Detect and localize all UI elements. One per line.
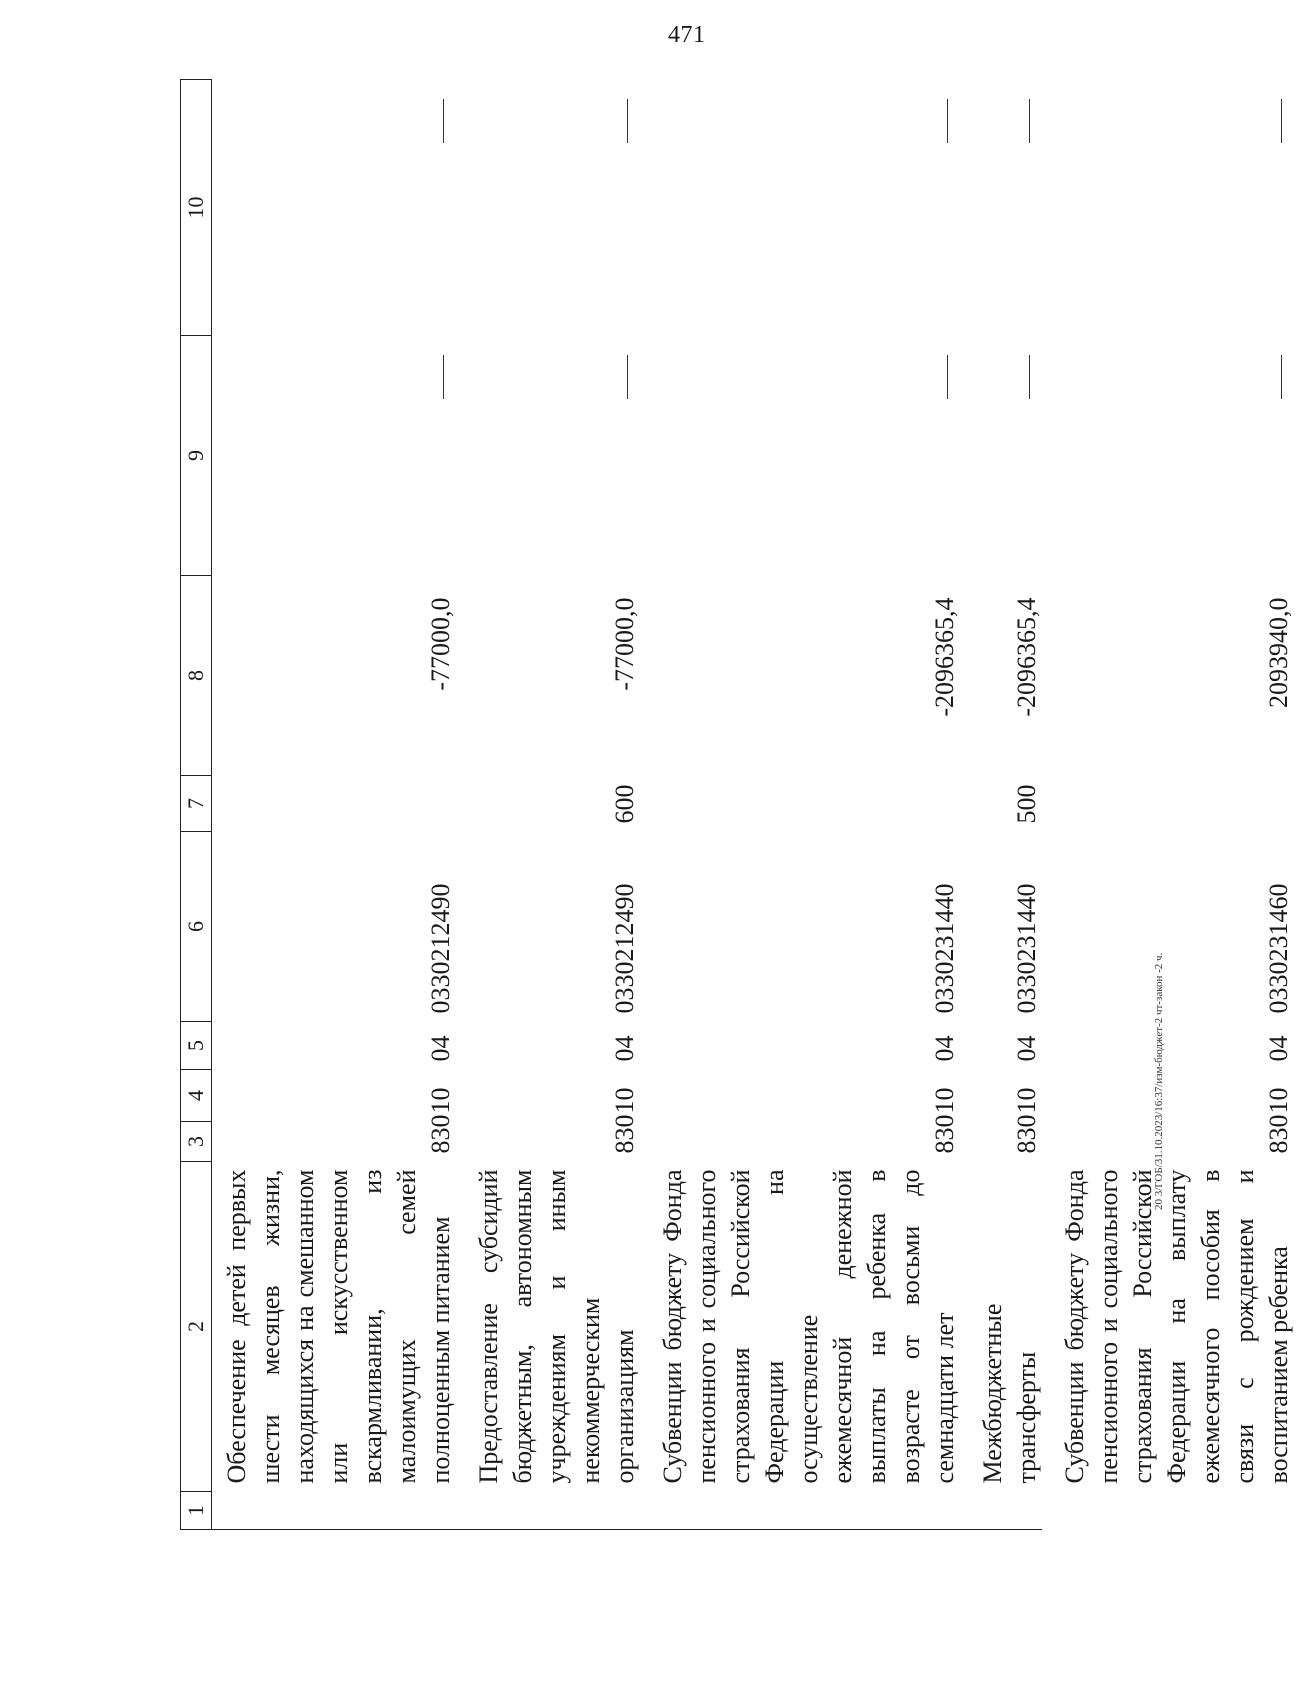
col10-cell [464, 80, 648, 336]
dash-mark [1029, 100, 1030, 144]
expense-name-cell: Обеспечение детей первых шести месяцев жизни, находящихся на смешанном или искусственном вскармливании, из малоимущих семей полноценным питанием [222, 1169, 455, 1484]
amount-cell: -77000,0 [426, 597, 455, 691]
dash-mark [947, 356, 948, 400]
dash-mark [443, 100, 444, 144]
subsection-code-cell: 04 [610, 1035, 639, 1062]
section-code-cell: 10 [930, 1087, 959, 1114]
budget-table [180, 79, 1302, 1530]
row-number-cell [1050, 1492, 1302, 1530]
dash-mark [947, 100, 948, 144]
header-col-6: 6 [181, 832, 212, 1022]
header-col-2: 2 [181, 1162, 212, 1492]
dash-mark [1029, 356, 1030, 400]
row-number-cell [212, 1492, 465, 1530]
header-col-9: 9 [181, 336, 212, 576]
expense-type-cell [648, 776, 968, 832]
table-row [968, 80, 1050, 1530]
col9-cell [648, 336, 968, 576]
col9-cell [464, 336, 648, 576]
col10-cell [1050, 80, 1302, 336]
dash-mark [443, 356, 444, 400]
expense-name-cell: Межбюджетные трансферты [978, 1303, 1041, 1484]
table-header-row [181, 80, 212, 1530]
row-number-cell [648, 1492, 968, 1530]
document-footer-note: 20 3/ГОБ/31.10.2023/16:37/изм-бюджет-2 чт-закон -2 ч. [1153, 952, 1165, 1210]
target-article-cell: 0330212490 [610, 883, 639, 1014]
header-col-3: 3 [181, 1122, 212, 1162]
dash-mark [1281, 356, 1282, 400]
section-code-cell: 10 [1264, 1087, 1293, 1114]
table-left-border [180, 1529, 1042, 1530]
section-code-cell: 10 [610, 1087, 639, 1114]
subsection-code-cell: 04 [1012, 1035, 1041, 1062]
table-row [464, 80, 648, 1530]
amount-cell: -2096365,4 [1012, 597, 1041, 717]
amount-cell: 2093940,0 [1264, 597, 1293, 708]
col9-cell [212, 336, 465, 576]
expense-type-cell: 600 [610, 784, 639, 824]
target-article-cell: 0330212490 [426, 883, 455, 1014]
table-row [648, 80, 968, 1530]
table-row [212, 80, 465, 1530]
dash-mark [627, 100, 628, 144]
ministry-code-cell: 830 [610, 1114, 639, 1154]
header-col-10: 10 [181, 80, 212, 336]
expense-name-cell: Субвенции бюджету Фонда пенсионного и социального страхования Российской Федерации на осуществление ежемесячной денежной выплаты на ребенка в возрасте от восьми до семнадцати лет [658, 1169, 959, 1484]
row-number-cell [464, 1492, 648, 1530]
subsection-code-cell: 04 [1264, 1035, 1293, 1062]
expense-name-cell: Субвенции бюджету Фонда пенсионного и социального страхования Российской Федерации на выплату ежемесячного пособия в связи с рождением и воспитанием ребенка [1060, 1169, 1293, 1484]
expense-type-cell: 500 [1012, 784, 1041, 824]
header-col-8: 8 [181, 576, 212, 776]
target-article-cell: 0330231440 [1012, 883, 1041, 1014]
col9-cell [1050, 336, 1302, 576]
ministry-code-cell: 830 [426, 1114, 455, 1154]
row-number-cell [968, 1492, 1050, 1530]
dash-mark [1281, 100, 1282, 144]
section-code-cell: 10 [426, 1087, 455, 1114]
amount-cell: -2096365,4 [930, 597, 959, 717]
target-article-cell: 0330231440 [930, 883, 959, 1014]
expense-name-cell: Предоставление субсидий бюджетным, автономным учреждениям и иным некоммерческим организациям [474, 1169, 639, 1484]
col10-cell [968, 80, 1050, 336]
amount-cell: -77000,0 [610, 597, 639, 691]
expense-type-cell [1050, 776, 1302, 832]
ministry-code-cell: 830 [930, 1114, 959, 1154]
table-row [1050, 80, 1302, 1530]
header-col-4: 4 [181, 1070, 212, 1122]
subsection-code-cell: 04 [930, 1035, 959, 1062]
header-col-1: 1 [181, 1492, 212, 1530]
target-article-cell: 0330231460 [1264, 883, 1293, 1014]
page-number: 471 [668, 22, 706, 48]
header-col-5: 5 [181, 1022, 212, 1070]
col9-cell [968, 336, 1050, 576]
subsection-code-cell: 04 [426, 1035, 455, 1062]
header-col-7: 7 [181, 776, 212, 832]
expense-type-cell [212, 776, 465, 832]
ministry-code-cell: 830 [1264, 1114, 1293, 1154]
col10-cell [648, 80, 968, 336]
col10-cell [212, 80, 465, 336]
section-code-cell: 10 [1012, 1087, 1041, 1114]
dash-mark [627, 356, 628, 400]
ministry-code-cell: 830 [1012, 1114, 1041, 1154]
